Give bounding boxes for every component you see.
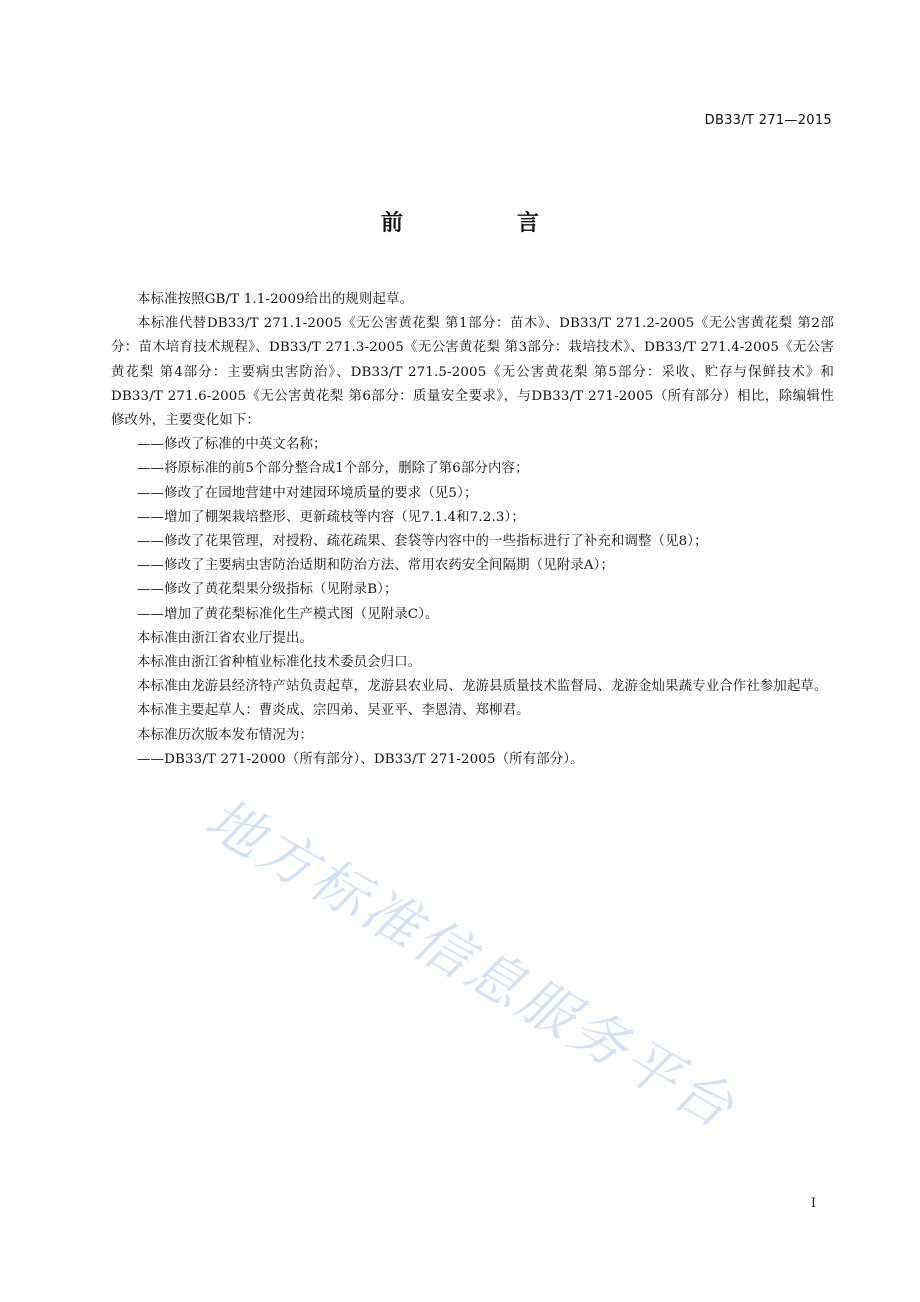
paragraph: 本标准代替DB33/T 271.1-2005《无公害黄花梨 第1部分：苗木》、DB33/T 271.2-2005《无公害黄花梨 第2部分：苗木培育技术规程》、DB33/T 271.3-2005《无公害黄花梨 第3部分：栽培技术》、DB33/T 271.4-2005《无公害黄花梨 第4部分：主要病虫害防治》、DB33/T 271.5-2005《无公害黄花梨 第5部分：采收、贮存与保鲜技术》和DB33/T 271.6-2005《无公害黄花梨 第6部分：质量安全要求》，与DB33/T 271-2005（所有部分）相比，除编辑性修改外，主要变化如下： bbox=[111, 316, 834, 429]
list-item: ——修改了标准的中英文名称； bbox=[137, 437, 327, 453]
paragraph: 本标准由浙江省农业厅提出。 bbox=[137, 630, 314, 646]
list-item: ——增加了棚架栽培整形、更新疏枝等内容（见7.1.4和7.2.3）； bbox=[137, 509, 525, 525]
paragraph: 本标准由龙游县经济特产站负责起草，龙游县农业局、龙游县质量技术监督局、龙游金灿果蔬专业合作社参加起草。 bbox=[137, 679, 828, 695]
list-item: ——修改了主要病虫害防治适期和防治方法、常用农药安全间隔期（见附录A）； bbox=[137, 558, 615, 574]
paragraph: 本标准历次版本发布情况为： bbox=[137, 727, 314, 743]
paragraph: 本标准由浙江省种植业标准化技术委员会归口。 bbox=[137, 655, 422, 671]
list-item: ——修改了黄花梨果分级指标（见附录B）； bbox=[137, 582, 398, 598]
page-number: I bbox=[810, 1196, 816, 1211]
list-item: ——增加了黄花梨标准化生产模式图（见附录C）。 bbox=[137, 606, 439, 622]
document-body bbox=[111, 288, 834, 772]
list-item: ——修改了花果管理，对授粉、疏花疏果、套袋等内容中的一些指标进行了补充和调整（见8）； bbox=[137, 534, 708, 550]
page-title: 前 言 bbox=[380, 211, 585, 236]
paragraph: 本标准主要起草人：曹炎成、宗四弟、吴亚平、李恩清、郑柳君。 bbox=[137, 703, 530, 719]
list-item: ——修改了在园地营建中对建园环境质量的要求（见5）； bbox=[137, 485, 478, 501]
document-code: DB33/T 271—2015 bbox=[704, 113, 832, 128]
paragraph: 本标准按照GB/T 1.1-2009给出的规则起草。 bbox=[137, 292, 414, 307]
list-item: ——DB33/T 271-2000（所有部分）、DB33/T 271-2005（所有部分）。 bbox=[137, 751, 584, 767]
list-item: ——将原标准的前5个部分整合成1个部分，删除了第6部分内容； bbox=[137, 461, 529, 477]
watermark: 地方标准信息服务平台 bbox=[194, 786, 747, 1143]
